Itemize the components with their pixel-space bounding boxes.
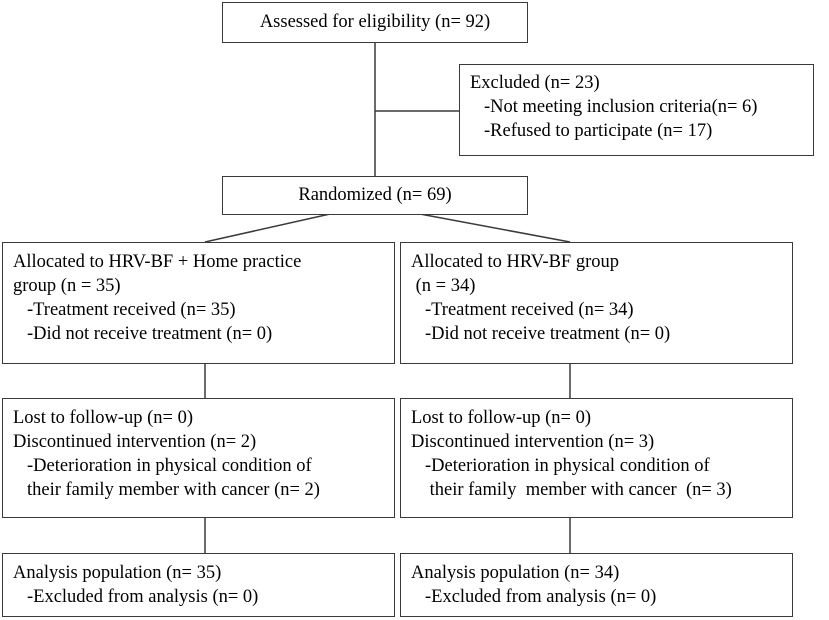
excluded-box bbox=[459, 64, 814, 156]
right-deterioration-2: their family member with cancer (n= 3) bbox=[425, 480, 732, 500]
excluded-title: Excluded (n= 23) bbox=[470, 73, 600, 93]
right-deterioration-1: -Deterioration in physical condition of bbox=[425, 456, 710, 476]
randomized-box bbox=[222, 176, 528, 215]
assessed-text: Assessed for eligibility (n= 92) bbox=[259, 12, 491, 32]
right-allocation-line-1: Allocated to HRV-BF group bbox=[411, 252, 620, 272]
left-excluded-analysis: -Excluded from analysis (n= 0) bbox=[27, 587, 259, 607]
right-discontinued: Discontinued intervention (n= 3) bbox=[411, 432, 655, 452]
right-allocation-box bbox=[400, 242, 793, 364]
left-no-treatment: -Did not receive treatment (n= 0) bbox=[27, 324, 273, 344]
right-allocation-line-2: (n = 34) bbox=[411, 276, 476, 296]
left-analysis-title: Analysis population (n= 35) bbox=[13, 563, 222, 583]
excluded-item-2: -Refused to participate (n= 17) bbox=[484, 121, 713, 141]
left-allocation-box bbox=[2, 242, 395, 364]
right-treatment-received: -Treatment received (n= 34) bbox=[425, 300, 634, 320]
right-excluded-analysis: -Excluded from analysis (n= 0) bbox=[425, 587, 657, 607]
right-lost-followup: Lost to follow-up (n= 0) bbox=[411, 408, 591, 428]
connector-randomized-right bbox=[420, 214, 570, 242]
right-analysis-box bbox=[400, 553, 793, 617]
excluded-item-1: -Not meeting inclusion criteria(n= 6) bbox=[484, 97, 758, 117]
randomized-text: Randomized (n= 69) bbox=[298, 185, 452, 205]
left-lost-followup: Lost to follow-up (n= 0) bbox=[13, 408, 193, 428]
left-allocation-line-1: Allocated to HRV-BF + Home practice bbox=[13, 252, 302, 272]
left-deterioration-2: their family member with cancer (n= 2) bbox=[27, 480, 320, 500]
right-no-treatment: -Did not receive treatment (n= 0) bbox=[425, 324, 671, 344]
left-treatment-received: -Treatment received (n= 35) bbox=[27, 300, 236, 320]
right-followup-box bbox=[400, 398, 793, 518]
left-deterioration-1: -Deterioration in physical condition of bbox=[27, 456, 312, 476]
connector-randomized-left bbox=[205, 214, 330, 242]
left-discontinued: Discontinued intervention (n= 2) bbox=[13, 432, 257, 452]
left-analysis-box bbox=[2, 553, 395, 617]
assessed-box bbox=[222, 2, 528, 43]
left-allocation-line-2: group (n = 35) bbox=[13, 276, 121, 296]
left-followup-box bbox=[2, 398, 395, 518]
right-analysis-title: Analysis population (n= 34) bbox=[411, 563, 620, 583]
